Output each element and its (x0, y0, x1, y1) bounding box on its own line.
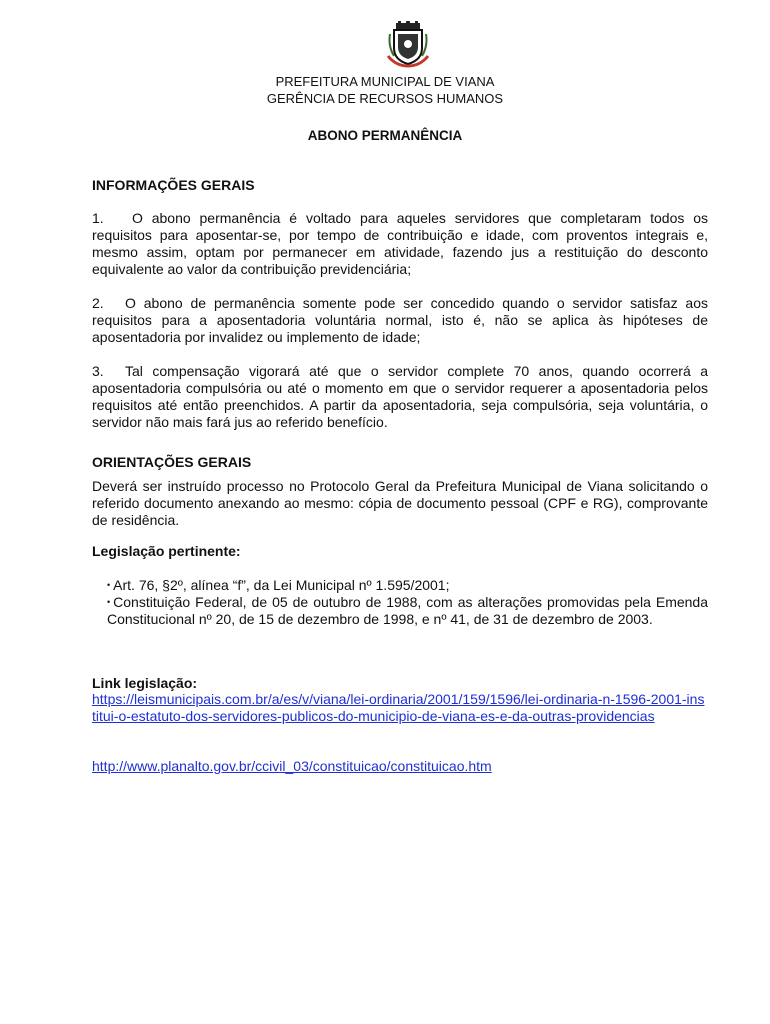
info-item-number: 2. (92, 295, 104, 311)
link-lei-municipal[interactable]: https://leismunicipais.com.br/a/es/v/viana/lei-ordinaria/2001/159/1596/lei-ordinaria-n-1596-2001-institui-o-estatuto-dos-servidores-publicos-do-municipio-de-viana-es-e-da-outras-providencias (92, 691, 705, 724)
link-constituicao[interactable]: http://www.planalto.gov.br/ccivil_03/constituicao/constituicao.htm (92, 758, 492, 774)
legislacao-list (107, 577, 708, 628)
info-item-1 (92, 210, 708, 278)
legislacao-heading: Legislação pertinente: (92, 543, 241, 559)
info-item-text: O abono de permanência somente pode ser concedido quando o servidor satisfaz aos requisitos para a aposentadoria voluntária normal, isto é, não se aplica às hipóteses de aposentadoria por invalidez ou implemento de idade; (92, 295, 708, 345)
section-heading-orientacoes: ORIENTAÇÕES GERAIS (92, 454, 252, 470)
legislacao-item-text: Constituição Federal, de 05 de outubro de 1988, com as alterações promovidas pela Emenda Constitucional nº 20, de 15 de dezembro de 1998, e nº 41, de 31 de dezembro de 2003. (107, 594, 708, 627)
list-item: • Art. 76, §2º, alínea “f”, da Lei Municipal nº 1.595/2001; (107, 577, 450, 593)
header-line-prefeitura: PREFEITURA MUNICIPAL DE VIANA (275, 74, 495, 89)
header-line-gerencia: GERÊNCIA DE RECURSOS HUMANOS (266, 91, 504, 106)
info-item-text: O abono permanência é voltado para aqueles servidores que completaram todos os requisitos para aposentar-se, por tempo de contribuição e idade, com proventos integrais e, mesmo assim, optam por permanecer em atividade, fazendo jus a restituição do desconto equivalente ao valor da contribuição previdenciária; (92, 210, 708, 277)
municipal-crest-icon (386, 20, 430, 68)
info-item-2 (92, 295, 708, 346)
info-item-text: Tal compensação vigorará até que o servidor complete 70 anos, quando ocorrerá a aposentadoria compulsória ou até o momento em que o servidor requerer a aposentadoria pelos requisitos até então preenchidos. A partir da aposentadoria, seja compulsória, seja voluntária, o servidor não mais fará jus ao referido benefício. (92, 363, 708, 430)
info-item-3 (92, 363, 708, 431)
section-heading-informacoes: INFORMAÇÕES GERAIS (92, 177, 255, 193)
orientacoes-text: Deverá ser instruído processo no Protocolo Geral da Prefeitura Municipal de Viana solicitando o referido documento anexando ao mesmo: cópia de documento pessoal (CPF e RG), comprovante de residência. (92, 478, 708, 528)
document-title: ABONO PERMANÊNCIA (307, 128, 463, 143)
list-item: • Constituição Federal, de 05 de outubro de 1988, com as alterações promovidas pela Emenda Constitucional nº 20, de 15 de dezembro de 1998, e nº 41, de 31 de dezembro de 2003. (107, 594, 708, 627)
info-item-number: 3. (92, 363, 104, 379)
legislacao-item-text: Art. 76, §2º, alínea “f”, da Lei Municipal nº 1.595/2001; (113, 577, 450, 593)
document-header (0, 73, 770, 107)
info-item-number: 1. (92, 210, 104, 226)
links-heading: Link legislação: (92, 675, 198, 691)
